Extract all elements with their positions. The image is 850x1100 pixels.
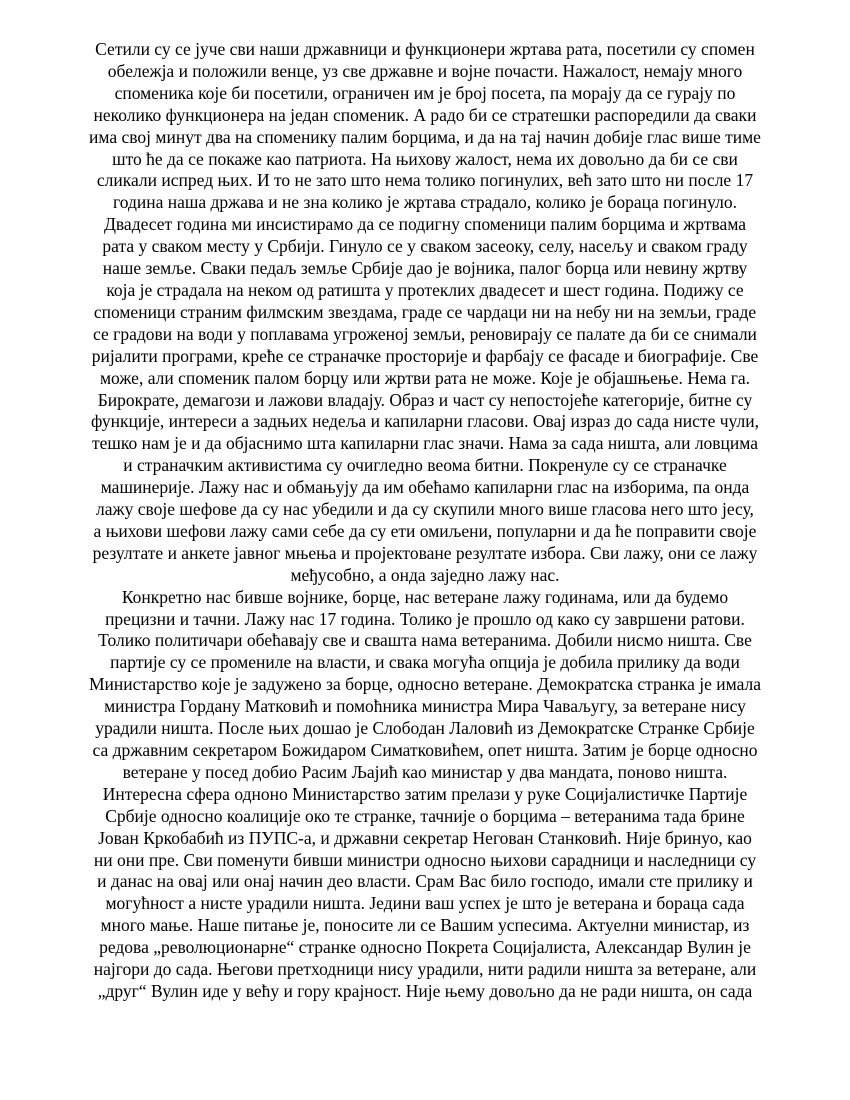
text-line: Јован Кркобабић из ПУПС-а, и државни секретар Негован Станковић. Није бринуо, као xyxy=(98,827,752,848)
text-line: прецизни и тачни. Лажу нас 17 година. Толико је прошло од како су завршени ратови. xyxy=(105,608,745,629)
text-line: и данас на овај или онај начин део власти. Срам Вас било господо, имали сте прилику и xyxy=(97,871,753,892)
text-line: урадили ништа. После њих дошао је Слободан Лаловић из Демократске Странке Србије xyxy=(95,718,755,739)
text-line: Бирократе, демагози и лажови владају. Образ и част су непостојеће категорије, битне су xyxy=(97,389,753,410)
text-line: рата у сваком месту у Србији. Гинуло се у сваком засеоку, селу, насељу и сваком граду xyxy=(102,236,748,257)
text-line: неколико функционера на један споменик. А радо би се стратешки распоредили да сваки xyxy=(93,104,757,125)
text-line: која је страдала на неком од ратишта у протеклих двадесет и шест година. Подижу се xyxy=(106,279,744,300)
text-line: машинерије. Лажу нас и обмањују да им обећамо капиларни глас на изборима, па онда xyxy=(100,477,750,498)
document-page xyxy=(50,39,800,1003)
text-line: могућност а нисте урадили ништа. Једини ваш успех је што је ветерана и бораца сада xyxy=(105,893,745,914)
text-line: а њихови шефови лажу сами себе да су ети омиљени, популарни и да ће поправити своје xyxy=(93,520,757,541)
text-line: Двадесет година ми инсистирамо да се подигну споменици палим борцима и жртвама xyxy=(103,214,747,235)
text-line: споменика које би посетили, ограничен им је број посета, па морају да се гурају по xyxy=(114,82,736,103)
text-line: што ће да се покаже као патриота. На њихову жалост, нема их довољно да би се сви xyxy=(112,148,738,169)
text-line: најгори до сада. Његови претходници нису урадили, нити радили ништа за ветеране, али xyxy=(93,959,757,980)
text-line: резултате и анкете јавног мњења и пројектоване резултате избора. Сви лажу, они се лажу xyxy=(92,542,758,563)
text-line: много мање. Наше питање је, поносите ли се Вашим успесима. Актуелни министар, из xyxy=(100,915,750,936)
text-line: Толико политичари обећавају све и свашта нама ветеранима. Добили нисмо ништа. Све xyxy=(98,630,752,651)
text-line: ријалити програми, креће се страначке просторије и фарбају се фасаде и биографије. Све xyxy=(91,345,759,366)
text-line: „друг“ Вулин иде у већу и гору крајност. Није њему довољно да не ради ништа, он сада xyxy=(97,980,753,1001)
text-line: ни они пре. Сви поменути бивши министри односно њихови сарадници и наследници су xyxy=(93,849,757,870)
text-line: се градови на води у поплавама угроженој земљи, реновирају се палате да би се снимали xyxy=(93,323,757,344)
text-line: лажу своје шефове да су нас убедили и да су скупили много више гласова него што јесу, xyxy=(96,499,754,520)
text-line: Конкретно нас бивше војнике, борце, нас ветеране лажу годинама, или да будемо xyxy=(121,586,729,607)
text-line: тешко нам је и да објаснимо шта капиларни глас значи. Нама за сада ништа, али ловцима xyxy=(91,433,759,454)
text-line: министра Гордану Матковић и помоћника министра Мира Чаваљугу, за ветеране нису xyxy=(104,696,746,717)
text-line: редова „революционарне“ странке односно Покрета Социјалиста, Александар Вулин је xyxy=(99,937,751,958)
text-line: и страначким активистима су очигледно веома битни. Покренуле су се страначке xyxy=(123,455,727,476)
text-line: може, али споменик палом борцу или жртви рата не може. Које је објашњење. Нема га. xyxy=(99,367,751,388)
text-line: Србије односно коалиције око те странке, тачније о борцима – ветеранима тада брине xyxy=(105,805,745,826)
text-line: наше земље. Сваки педаљ земље Србије дао је војника, палог борца или невину жртву xyxy=(102,258,748,279)
text-line: функције, интереси а задњих недеља и капиларни гласови. Овај израз до сада нисте чули, xyxy=(91,411,759,432)
text-line: партије су се промениле на власти, и свака могућа опција је добила прилику да води xyxy=(110,652,740,673)
text-line: обележја и положили венце, уз све државне и војне почасти. Нажалост, немају много xyxy=(107,60,743,81)
text-line: са државним секретаром Божидаром Симатковићем, опет ништа. Затим је борце односно xyxy=(92,740,758,760)
text-line: година наша држава и не зна колико је жртава страдало, колико је бораца погинуло. xyxy=(113,192,737,213)
text-line: сликали испред њих. И то не зато што нема толико погинулих, већ зато што ни после 17 xyxy=(96,170,754,191)
text-line: има свој минут два на споменику палим борцима, и да на тај начин добије глас више тиме xyxy=(89,126,761,147)
text-line: Интересна сфера одноно Министарство затим прелази у руке Социјалистичке Партије xyxy=(102,783,748,804)
text-line: Сетили су се јуче сви наши државници и функционери жртава рата, посетили су спомен xyxy=(95,39,755,59)
text-line: споменици страним филмским звездама, граде се чардаци ни на небу ни на земљи, граде xyxy=(93,301,757,322)
text-line: међусобно, а онда заједно лажу нас. xyxy=(290,564,560,585)
text-line: ветеране у посед добио Расим Љајић као министар у два мандата, поново ништа. xyxy=(122,761,728,782)
text-line: Министарство које је задужено за борце, односно ветеране. Демократска странка је имала xyxy=(88,674,762,695)
